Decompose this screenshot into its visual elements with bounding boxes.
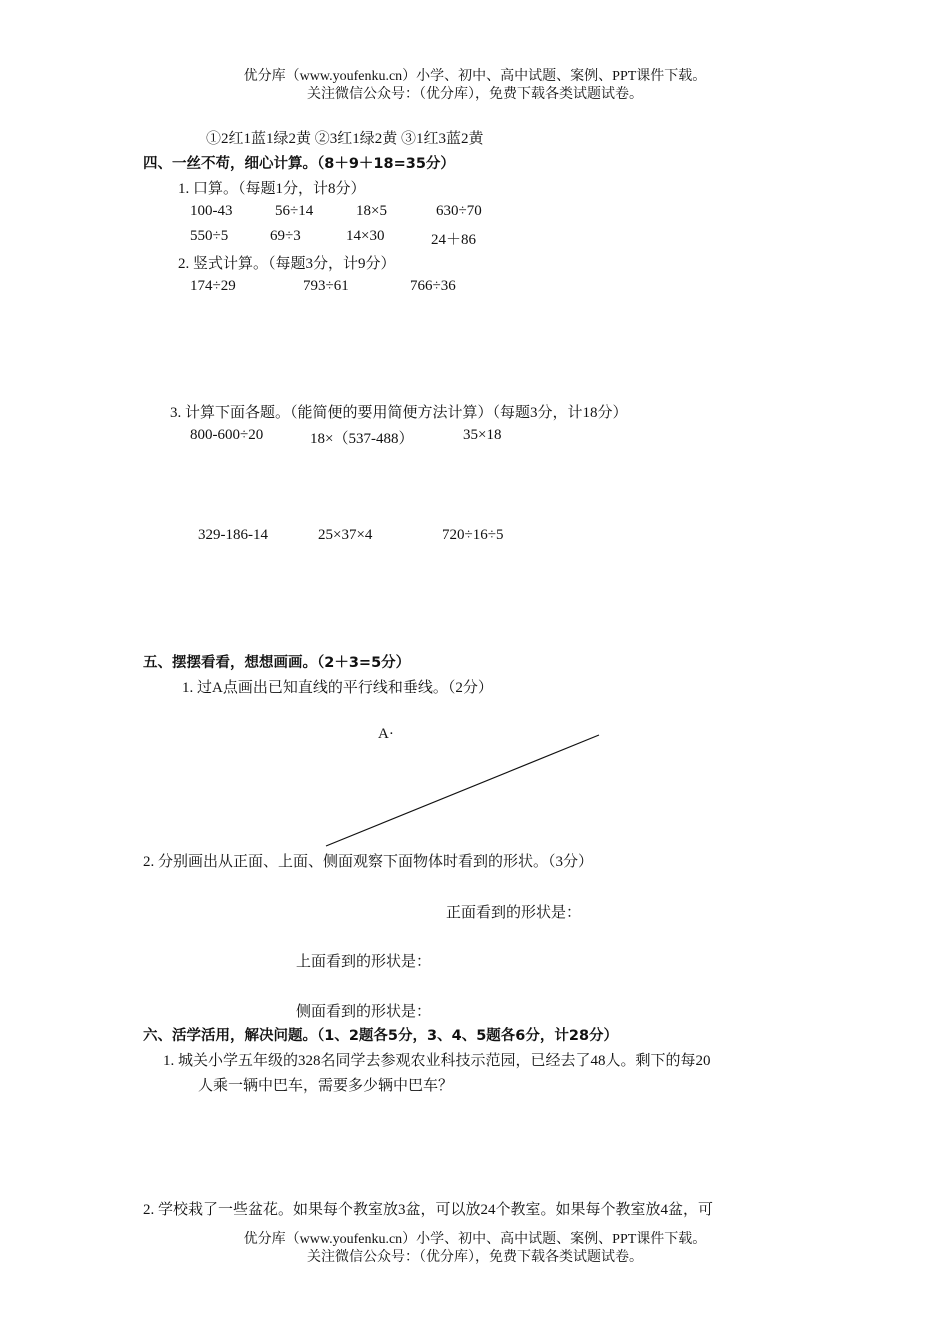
header-line-2: 关注微信公众号：（优分库），免费下载各类试题试卷。: [307, 87, 643, 102]
header-line-1: 优分库（www.youfenku.cn）小学、初中、高中试题、案例、PPT课件下载。: [243, 69, 707, 84]
side-view-label: 侧面看到的形状是：: [296, 1004, 432, 1020]
given-straight-line: [326, 735, 599, 846]
calc-item: 35×18: [463, 427, 502, 443]
section-6-title: 六、活学活用，解决问题。（1、2题各5分，3、4、5题各6分，计28分）: [143, 1028, 619, 1044]
vertical-calc-item: 174÷29: [190, 278, 236, 294]
calc-item: 329-186-14: [198, 527, 268, 543]
calc-item: 800-600÷20: [190, 427, 264, 443]
section-6-q2-line-1: 2. 学校栽了一些盆花。如果每个教室放3盆，可以放24个教室。如果每个教室放4盆，可: [143, 1202, 714, 1218]
top-view-label: 上面看到的形状是：: [296, 954, 432, 970]
front-view-label: 正面看到的形状是：: [446, 905, 582, 921]
vertical-calc-item: 766÷36: [410, 278, 456, 294]
oral-calc-item: 630÷70: [436, 203, 482, 219]
section-4-title: 四、一丝不苟，细心计算。（8＋9＋18=35分）: [143, 156, 455, 172]
oral-calc-item: 550÷5: [190, 228, 229, 244]
section-6-q1-line-2: 人乘一辆中巴车，需要多少辆中巴车？: [198, 1078, 454, 1094]
oral-calc-item: 14×30: [346, 228, 385, 244]
calc-item: 18×（537-488）: [310, 431, 414, 447]
calc-item: 720÷16÷5: [442, 527, 504, 543]
answer-options: ①2红1蓝1绿2黄 ②3红1绿2黄 ③1红3蓝2黄: [206, 131, 484, 147]
oral-calc-item: 100-43: [190, 203, 233, 219]
section-4-q1-title: 1. 口算。（每题1分，计8分）: [178, 181, 366, 197]
section-5-q1-title: 1. 过A点画出已知直线的平行线和垂线。（2分）: [182, 680, 493, 696]
oral-calc-item: 69÷3: [270, 228, 301, 244]
vertical-calc-item: 793÷61: [303, 278, 349, 294]
footer-line-2: 关注微信公众号：（优分库），免费下载各类试题试卷。: [307, 1250, 643, 1265]
section-4-q2-title: 2. 竖式计算。（每题3分，计9分）: [178, 256, 396, 272]
section-4-q3-title: 3. 计算下面各题。（能简便的要用简便方法计算）（每题3分，计18分）: [170, 405, 628, 421]
section-5-title: 五、摆摆看看，想想画画。（2＋3=5分）: [143, 655, 411, 671]
oral-calc-item: 24＋86: [431, 232, 477, 248]
oral-calc-item: 18×5: [356, 203, 387, 219]
section-6-q1-line-1: 1. 城关小学五年级的328名同学去参观农业科技示范园，已经去了48人。剩下的每20: [163, 1053, 711, 1069]
point-a-label: A·: [378, 726, 394, 742]
section-5-q2-title: 2. 分别画出从正面、上面、侧面观察下面物体时看到的形状。（3分）: [143, 854, 594, 870]
oral-calc-item: 56÷14: [275, 203, 314, 219]
calc-item: 25×37×4: [318, 527, 373, 543]
footer-line-1: 优分库（www.youfenku.cn）小学、初中、高中试题、案例、PPT课件下载。: [243, 1232, 707, 1247]
